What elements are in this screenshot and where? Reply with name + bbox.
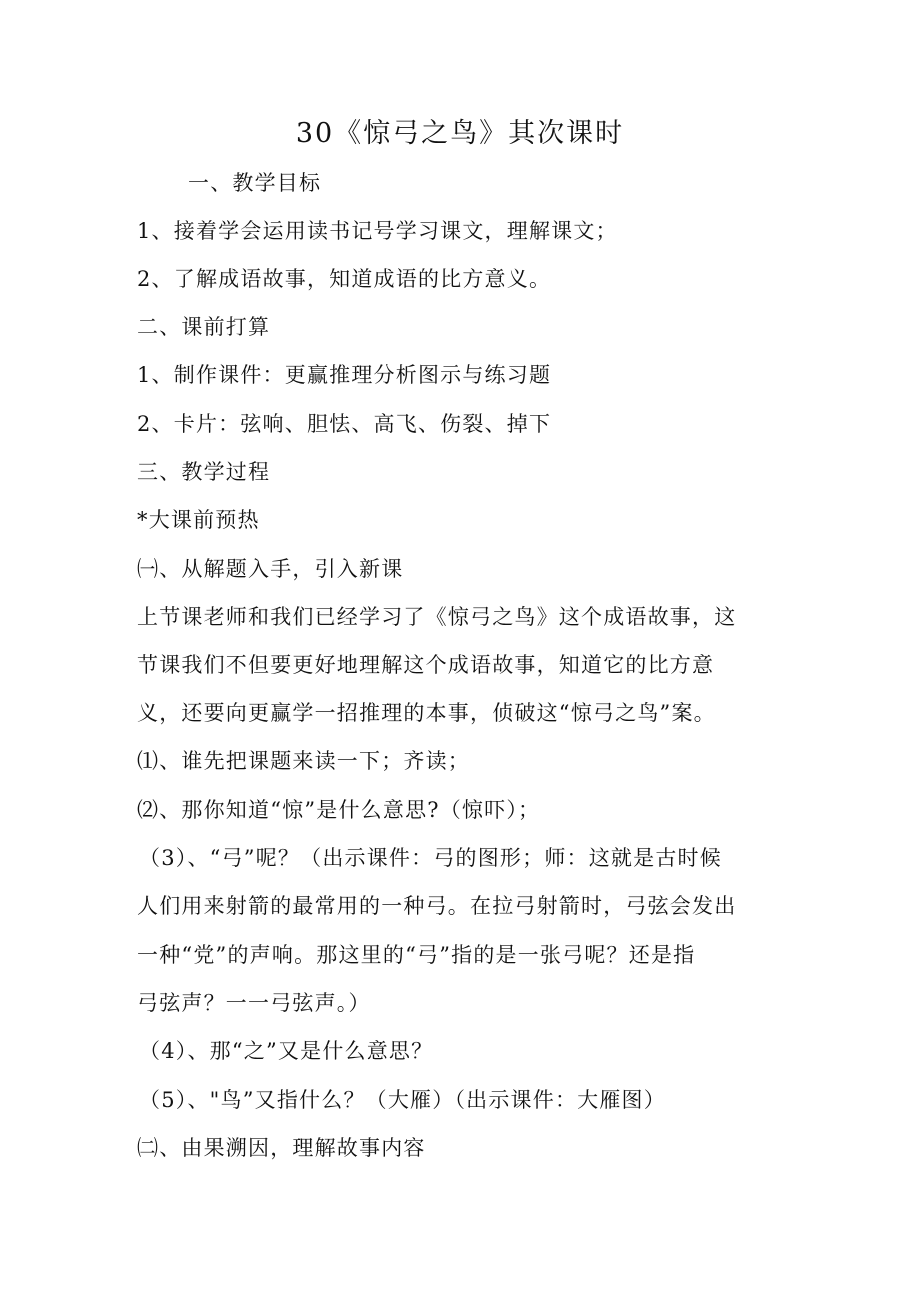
step-4: （4）、那“之”又是什么意思？ [139,1039,434,1063]
objectives-heading: 一、教学目标 [188,171,322,195]
part2-heading: ㈡、由果溯因，理解故事内容 [137,1136,426,1160]
step-3-line-1: （3）、“弓”呢？（出示课件：弓的图形；师：这就是古时候 [139,846,722,870]
intro-line-3: 义，还要向更赢学一招推理的本事，侦破这“惊弓之鸟”案。 [137,701,716,725]
step-3-line-3: 一种“党”的声响。那这里的“弓”指的是一张弓呢？还是指 [137,943,696,967]
part1-heading: ㈠、从解题入手，引入新课 [137,557,404,581]
step-3-line-2: 人们用来射箭的最常用的一种弓。在拉弓射箭时，弓弦会发出 [137,894,737,918]
intro-line-2: 节课我们不但要更好地理解这个成语故事，知道它的比方意 [137,653,715,677]
objective-item-2: 2、了解成语故事，知道成语的比方意义。 [137,267,552,291]
process-heading: 三、教学过程 [137,460,271,484]
preparation-item-2: 2、卡片：弦响、胆怯、高飞、伤裂、掉下 [137,412,552,436]
step-1: ⑴、谁先把课题来读一下；齐读； [137,749,470,773]
intro-line-1: 上节课老师和我们已经学习了《惊弓之鸟》这个成语故事，这 [137,605,737,629]
step-3-line-4: 弓弦声？一一弓弦声。） [137,991,371,1015]
document-title: 30《惊弓之鸟》其次课时 [295,118,625,149]
step-5: （5）、"鸟”又指什么？（大雁）（出示课件：大雁图） [139,1088,666,1112]
preparation-item-1: 1、制作课件：更赢推理分析图示与练习题 [137,363,552,387]
step-2: ⑵、那你知道“惊”是什么意思?（惊吓）； [137,798,541,822]
preparation-heading: 二、课前打算 [137,315,271,339]
warmup-label: *大课前预热 [137,508,260,532]
objective-item-1: 1、接着学会运用读书记号学习课文，理解课文； [137,219,618,243]
